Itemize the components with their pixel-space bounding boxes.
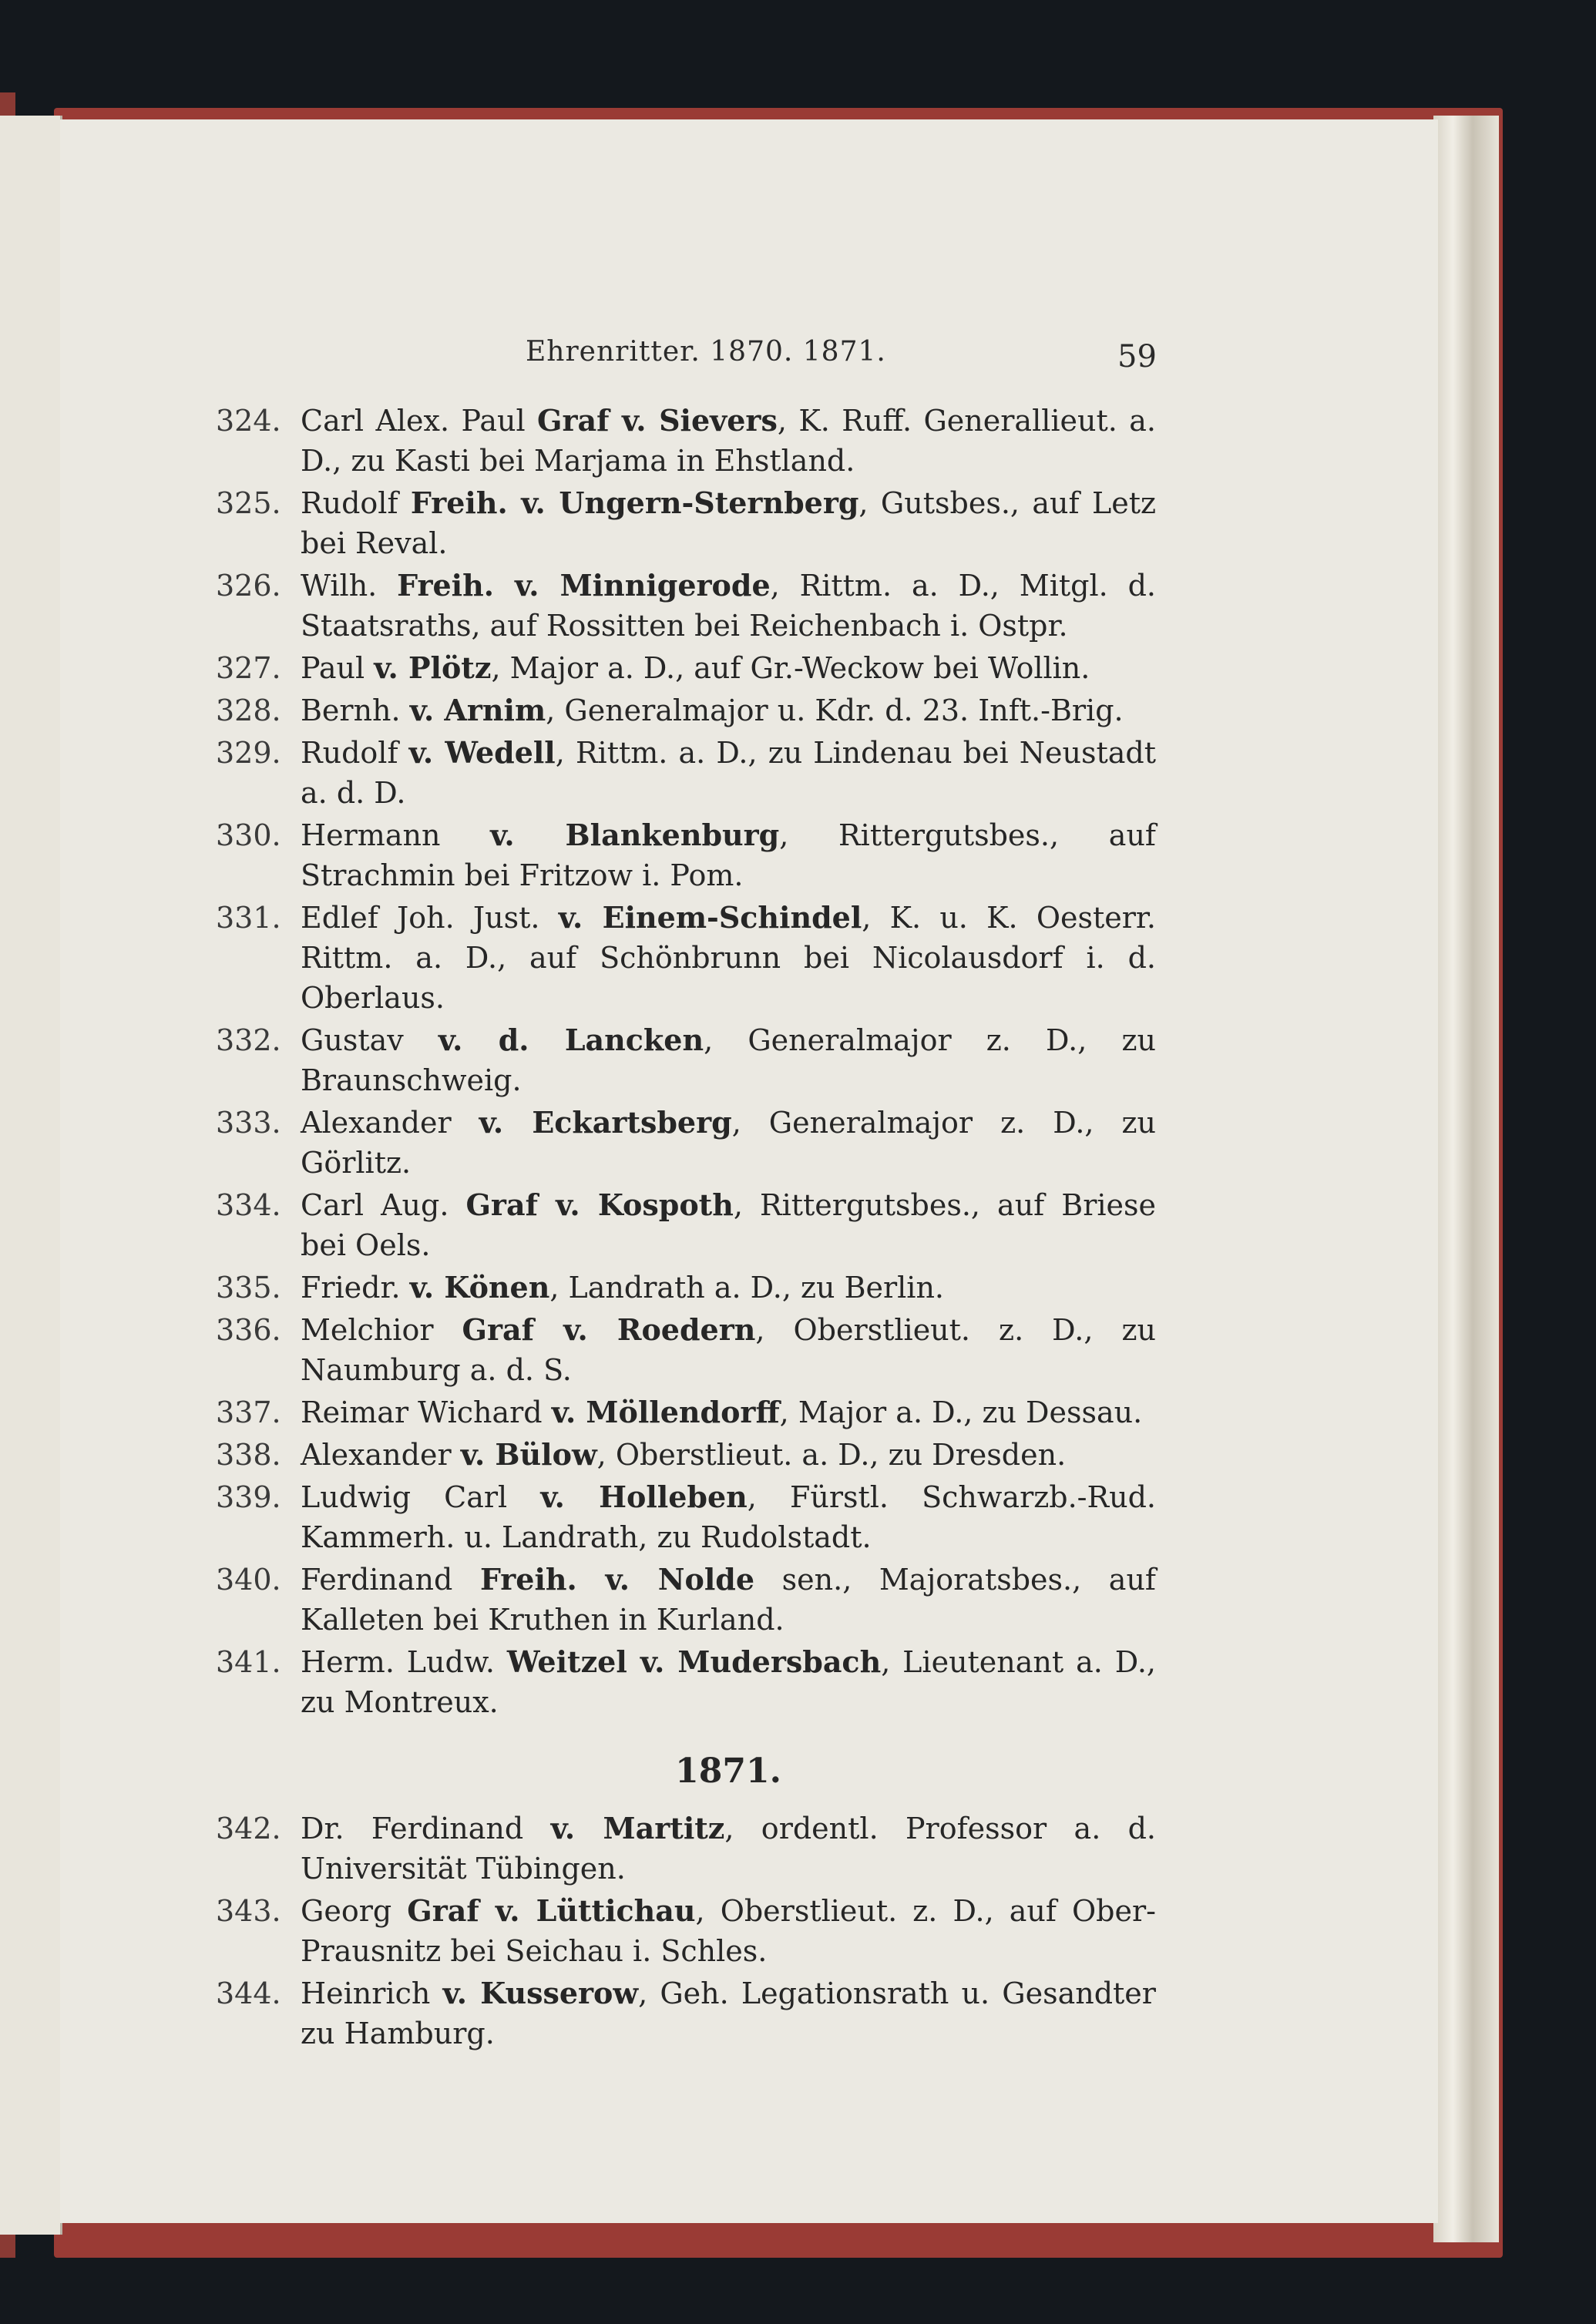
entry-given-name: Alexander (301, 1106, 479, 1140)
entry-family-name: v. d. Lancken (438, 1023, 704, 1057)
entry-number: 328. (216, 694, 281, 727)
entry-details: , Oberstlieut. a. D., zu Dresden. (596, 1438, 1067, 1472)
entry-details: sen., Majoratsbes., auf Kalleten bei Kruthen in Kurland. (301, 1563, 1156, 1637)
entry-given-name: Carl Alex. Paul (301, 404, 538, 438)
entry-given-name: Rudolf (301, 736, 409, 770)
list-item (208, 1392, 1156, 1432)
entry-family-name: v. Eckartsberg (479, 1105, 732, 1140)
entry-family-name: Freih. v. Nolde (479, 1562, 755, 1597)
entry-details: , K. u. K. Oesterr. Rittm. a. D., auf Schönbrunn bei Nicolausdorf i. d. Oberlaus. (301, 901, 1156, 1015)
entry-number: 324. (216, 404, 281, 438)
entry-family-name: v. Möllendorff (551, 1395, 780, 1429)
entry-given-name: Ferdinand (301, 1563, 480, 1597)
entry-details: , Oberstlieut. z. D., zu Naumburg a. d. S. (301, 1313, 1156, 1387)
entry-details: , Major a. D., zu Dessau. (779, 1395, 1143, 1429)
list-item (208, 1891, 1156, 1971)
list-item (208, 815, 1156, 895)
entry-details: , Landrath a. D., zu Berlin. (549, 1271, 945, 1305)
entry-details: , Lieutenant a. D., zu Montreux. (301, 1645, 1156, 1719)
entry-details: , Major a. D., auf Gr.-Weckow bei Wollin. (491, 651, 1090, 685)
entry-given-name: Heinrich (301, 1976, 443, 2010)
entry-details: , Oberstlieut. z. D., auf Ober-Prausnitz bei Seichau i. Schles. (301, 1894, 1156, 1968)
entry-family-name: v. Plötz (374, 650, 492, 685)
entry-details: , Rittm. a. D., Mitgl. d. Staatsraths, auf Rossitten bei Reichenbach i. Ostpr. (301, 569, 1156, 643)
entry-details: , Gutsbes., auf Letz bei Reval. (301, 486, 1156, 560)
entry-number: 336. (216, 1313, 281, 1347)
list-item (208, 1310, 1156, 1390)
entry-given-name: Alexander (301, 1438, 461, 1472)
list-item (208, 690, 1156, 730)
list-item (208, 1642, 1156, 1722)
entry-number: 337. (216, 1395, 281, 1429)
entry-details: , Generalmajor u. Kdr. d. 23. Inft.-Brig. (546, 694, 1124, 727)
list-item (208, 1973, 1156, 2054)
entry-number: 342. (216, 1812, 281, 1845)
entry-given-name: Reimar Wichard (301, 1395, 552, 1429)
entry-family-name: Graf v. Sievers (537, 403, 778, 438)
list-item (208, 1560, 1156, 1640)
entries-1870 (208, 401, 1156, 1722)
entry-given-name: Hermann (301, 818, 491, 852)
entry-list (208, 401, 1156, 2056)
entry-given-name: Carl Aug. (301, 1188, 466, 1222)
entry-number: 330. (216, 818, 281, 852)
entry-family-name: v. Könen (409, 1270, 550, 1305)
list-item (208, 1268, 1156, 1308)
entry-details: , Generalmajor z. D., zu Görlitz. (301, 1106, 1157, 1180)
entry-number: 332. (216, 1023, 281, 1057)
entry-given-name: Wilh. (301, 569, 398, 603)
entry-family-name: v. Kusserow (442, 1976, 639, 2010)
list-item (208, 1020, 1156, 1100)
entry-family-name: Graf v. Roedern (462, 1312, 756, 1347)
left-page-edge (0, 116, 62, 2235)
entry-number: 344. (216, 1976, 281, 2010)
entry-details: , Rittergutsbes., auf Briese bei Oels. (301, 1188, 1157, 1262)
page-edges (1433, 116, 1499, 2242)
entry-family-name: v. Blankenburg (490, 818, 780, 852)
entry-details: , Geh. Legationsrath u. Gesandter zu Hamburg. (301, 1976, 1156, 2050)
entry-number: 333. (216, 1106, 281, 1140)
entry-given-name: Melchior (301, 1313, 462, 1347)
list-item (208, 1477, 1156, 1557)
entry-number: 335. (216, 1271, 281, 1305)
entry-family-name: Graf v. Kospoth (465, 1187, 734, 1222)
entry-number: 334. (216, 1188, 281, 1222)
entry-given-name: Friedr. (301, 1271, 410, 1305)
entry-number: 343. (216, 1894, 281, 1928)
entry-details: , Generalmajor z. D., zu Braunschweig. (301, 1023, 1156, 1097)
entry-details: , K. Ruff. Generallieut. a. D., zu Kasti bei Marjama in Ehstland. (301, 404, 1156, 478)
page-header (462, 331, 1156, 378)
entry-number: 338. (216, 1438, 281, 1472)
entry-family-name: Weitzel v. Mudersbach (506, 1644, 882, 1679)
entry-given-name: Bernh. (301, 694, 410, 727)
entry-number: 341. (216, 1645, 281, 1679)
entry-number: 331. (216, 901, 281, 935)
entry-family-name: Graf v. Lüttichau (407, 1893, 696, 1928)
list-item (208, 1103, 1156, 1183)
entry-given-name: Herm. Ludw. (301, 1645, 507, 1679)
page-number: 59 (1117, 339, 1157, 374)
running-head: Ehrenritter. 1870. 1871. (526, 336, 886, 368)
entry-family-name: v. Wedell (408, 735, 556, 770)
entry-given-name: Ludwig Carl (301, 1480, 541, 1514)
entry-number: 327. (216, 651, 281, 685)
entries-1871 (208, 1808, 1156, 2054)
entry-details: , ordentl. Professor a. d. Universität Tübingen. (301, 1812, 1157, 1886)
entry-family-name: v. Arnim (409, 693, 546, 727)
list-item (208, 733, 1156, 813)
entry-number: 325. (216, 486, 281, 520)
entry-number: 329. (216, 736, 281, 770)
list-item (208, 401, 1156, 481)
entry-given-name: Edlef Joh. Just. (301, 901, 559, 935)
entry-family-name: Freih. v. Minnigerode (397, 568, 771, 603)
list-item (208, 566, 1156, 646)
entry-given-name: Paul (301, 651, 375, 685)
entry-family-name: v. Martitz (550, 1811, 725, 1845)
entry-given-name: Dr. Ferdinand (301, 1812, 551, 1845)
entry-details: , Rittm. a. D., zu Lindenau bei Neustadt a. d. D. (301, 736, 1156, 810)
entry-family-name: v. Einem-Schindel (558, 900, 862, 935)
list-item (208, 898, 1156, 1018)
entry-number: 339. (216, 1480, 281, 1514)
entry-given-name: Georg (301, 1894, 408, 1928)
entry-details: , Fürstl. Schwarzb.-Rud. Kammerh. u. Landrath, zu Rudolstadt. (301, 1480, 1157, 1554)
list-item (208, 1185, 1156, 1265)
entry-given-name: Rudolf (301, 486, 411, 520)
list-item (208, 1808, 1156, 1889)
entry-family-name: v. Holleben (540, 1479, 748, 1514)
entry-family-name: Freih. v. Ungern-Sternberg (410, 485, 859, 520)
list-item (208, 1435, 1156, 1475)
entry-number: 326. (216, 569, 281, 603)
list-item (208, 648, 1156, 688)
entry-given-name: Gustav (301, 1023, 438, 1057)
list-item (208, 483, 1156, 563)
section-heading-1871: 1871. (675, 1751, 781, 1791)
entry-number: 340. (216, 1563, 281, 1597)
entry-details: , Rittergutsbes., auf Strachmin bei Fritzow i. Pom. (301, 818, 1156, 892)
entry-family-name: v. Bülow (460, 1437, 597, 1472)
